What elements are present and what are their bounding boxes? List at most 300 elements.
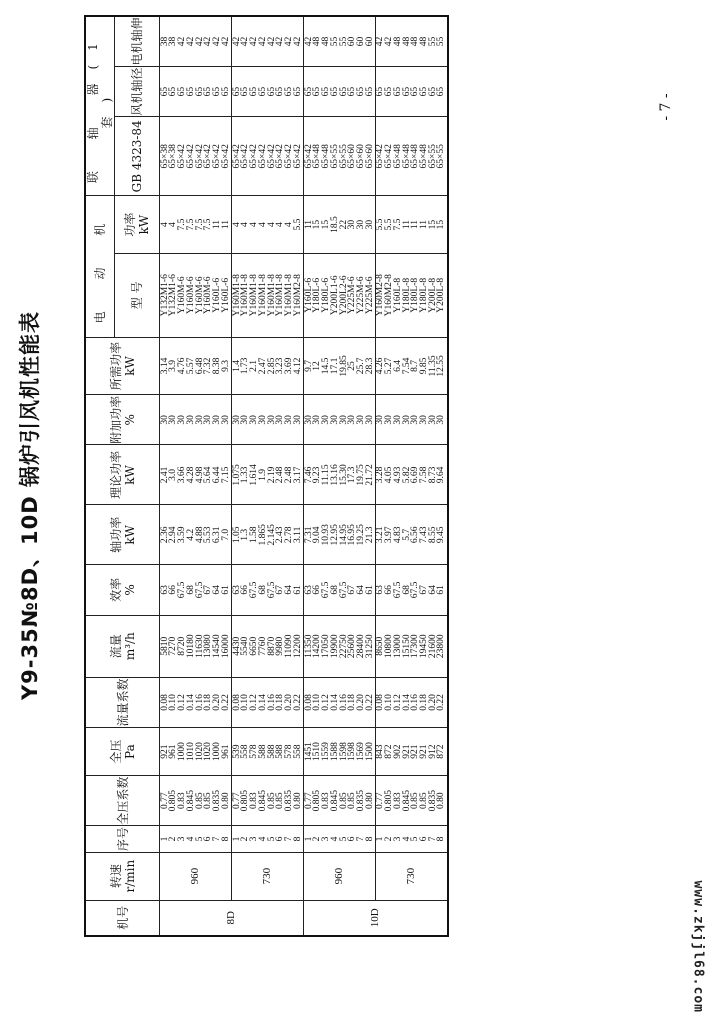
performance-table: [84, 15, 449, 937]
watermark-url: www.zkjjl68.com: [690, 880, 705, 1013]
cell-value: 0.83: [321, 792, 332, 809]
cell-quanya-xishu: [160, 776, 232, 826]
cell-value: 38: [168, 36, 179, 47]
cell-value: 30: [347, 219, 358, 230]
cell-value: 42: [177, 36, 188, 47]
col-zhougonglv: 轴功率 kW: [85, 505, 160, 565]
cell-value: 65×55: [436, 144, 447, 169]
cell-value: 558: [292, 744, 303, 759]
cell-value: Y180L-8: [418, 277, 429, 313]
cell-value: 65×42: [220, 144, 231, 169]
cell-value: 2.19: [266, 466, 277, 484]
cell-value: 7.58: [418, 466, 429, 484]
cell-value: 12200: [292, 634, 303, 659]
cell-value: 65: [185, 86, 196, 97]
cell-xiaolv: [304, 565, 376, 615]
cell-value: 48: [418, 36, 429, 47]
cell-value: 0.08: [303, 694, 314, 711]
cell-value: 0.20: [211, 694, 222, 711]
cell-value: 0.835: [283, 790, 294, 812]
cell-value: 67: [275, 585, 286, 595]
cell-value: 55: [329, 36, 340, 47]
cell-value: 3.59: [177, 526, 188, 544]
cell-value: 1451: [303, 742, 314, 762]
page-number: - 7 -: [658, 93, 674, 121]
cell-value: 55: [338, 36, 349, 47]
cell-value: 0.83: [249, 792, 260, 809]
cell-value: 63: [231, 585, 242, 595]
cell-value: 4.98: [194, 466, 205, 484]
cell-value: 1.3: [240, 528, 251, 541]
cell-value: 3: [177, 836, 188, 842]
cell-value: 6.4: [392, 360, 403, 372]
cell-value: 3.14: [159, 357, 170, 375]
cell-gb: [160, 117, 232, 196]
cell-value: 0.845: [257, 790, 268, 812]
cell-value: 55: [436, 36, 447, 47]
cell-value: 19.25: [355, 524, 366, 546]
cell-value: 0.10: [384, 694, 395, 711]
cell-value: 0.85: [194, 792, 205, 809]
cell-value: 61: [364, 585, 375, 595]
cell-value: 22750: [338, 634, 349, 659]
cell-value: 0.85: [410, 792, 421, 809]
cell-value: 0.77: [303, 792, 314, 809]
cell-value: 4: [275, 222, 286, 227]
cell-value: 4.05: [384, 466, 395, 484]
cell-fengji-zhoujing: [376, 67, 448, 117]
cell-value: 3.23: [275, 357, 286, 375]
cell-value: 2.41: [159, 466, 170, 484]
cell-value: 65×48: [312, 144, 323, 169]
cell-gb: [232, 117, 304, 196]
cell-value: 4: [249, 222, 260, 227]
cell-value: 15: [321, 219, 332, 230]
cell-value: 7: [211, 836, 222, 842]
cell-value: 65×42: [257, 144, 268, 169]
cell-value: 65×55: [338, 144, 349, 169]
cell-value: Y160M-6: [194, 276, 205, 315]
cell-value: 5.7: [401, 528, 412, 541]
cell-value: 2: [384, 836, 395, 842]
cell-value: 4: [240, 222, 251, 227]
cell-value: 28.3: [364, 357, 375, 375]
cell-value: 42: [292, 36, 303, 47]
cell-value: 1020: [203, 742, 214, 762]
cell-value: 13.16: [329, 464, 340, 486]
cell-value: 7.31: [303, 526, 314, 544]
cell-value: 8: [436, 836, 447, 842]
cell-value: 28400: [355, 634, 366, 659]
cell-value: Y180L-8: [401, 277, 412, 313]
cell-value: 25: [347, 361, 358, 371]
cell-value: 65: [401, 86, 412, 97]
cell-value: 0.77: [231, 792, 242, 809]
cell-value: 0.20: [427, 694, 438, 711]
col-fujia: 附加功率 %: [85, 395, 160, 445]
cell-value: 1598: [338, 742, 349, 762]
cell-value: 63: [303, 585, 314, 595]
cell-value: 10.93: [321, 524, 332, 546]
cell-xuhao: [376, 826, 448, 852]
cell-value: 65: [240, 86, 251, 97]
cell-value: 30: [384, 415, 395, 425]
cell-value: 65: [338, 86, 349, 97]
cell-value: 0.80: [220, 792, 231, 809]
cell-value: 67.5: [249, 581, 260, 599]
cell-value: 0.805: [168, 790, 179, 812]
cell-value: 1559: [321, 742, 332, 762]
cell-value: 4.83: [392, 526, 403, 544]
cell-zhuansu: 960: [304, 852, 376, 900]
cell-value: Y180L-8: [410, 277, 421, 313]
cell-value: 2.36: [159, 526, 170, 544]
table-row: [304, 16, 376, 936]
cell-value: 578: [249, 744, 260, 759]
cell-value: 1.614: [249, 464, 260, 486]
cell-value: 30: [220, 415, 231, 425]
cell-value: 68: [257, 585, 268, 595]
col-xiaolv: 效率 %: [85, 565, 160, 615]
cell-value: 588: [266, 744, 277, 759]
cell-value: 67.5: [338, 581, 349, 599]
cell-value: 872: [384, 744, 395, 759]
cell-lilun: [376, 445, 448, 505]
cell-value: 18.5: [329, 216, 340, 233]
cell-value: 8: [292, 836, 303, 842]
cell-value: 3.66: [177, 466, 188, 484]
cell-value: 0.12: [321, 694, 332, 711]
cell-value: 1: [303, 836, 314, 842]
cell-value: 8: [220, 836, 231, 842]
cell-jihao: 8D: [160, 900, 304, 936]
cell-value: 42: [257, 36, 268, 47]
cell-value: 67.5: [177, 581, 188, 599]
cell-value: 65×48: [392, 144, 403, 169]
cell-value: 10800: [384, 634, 395, 659]
cell-value: 0.08: [159, 694, 170, 711]
cell-value: 42: [283, 36, 294, 47]
cell-value: 0.10: [240, 694, 251, 711]
cell-value: 15: [436, 219, 447, 230]
cell-value: 42: [203, 36, 214, 47]
cell-value: 7: [427, 836, 438, 842]
cell-gonglv: [376, 196, 448, 254]
cell-value: 2: [312, 836, 323, 842]
cell-value: 2.94: [168, 526, 179, 544]
cell-value: 11350: [303, 634, 314, 658]
cell-value: 21.3: [364, 526, 375, 544]
cell-value: 0.14: [257, 694, 268, 711]
cell-value: 2.78: [283, 526, 294, 544]
col-gb: GB 4323-84: [115, 117, 160, 196]
cell-value: 6650: [249, 636, 260, 656]
cell-value: Y200L-8: [436, 277, 447, 313]
cell-zhougonglv: [160, 505, 232, 565]
cell-value: 65: [355, 86, 366, 97]
cell-lilun: [160, 445, 232, 505]
cell-value: 67.5: [410, 581, 421, 599]
cell-value: 5.57: [185, 357, 196, 375]
cell-value: 30: [266, 415, 277, 425]
cell-value: 5: [194, 836, 205, 842]
cell-value: 8.38: [211, 357, 222, 375]
cell-value: Y160M-6: [185, 276, 196, 315]
cell-value: 42: [231, 36, 242, 47]
cell-value: Y160M1-8: [275, 274, 286, 317]
col-dianji-zhoushen: 电机轴伸: [115, 16, 160, 67]
cell-value: 65×42: [211, 144, 222, 169]
cell-xiaolv: [232, 565, 304, 615]
table-row: [376, 16, 448, 936]
cell-value: 30: [231, 415, 242, 425]
cell-value: 30: [364, 219, 375, 230]
cell-value: 6: [203, 836, 214, 842]
cell-value: 0.85: [266, 792, 277, 809]
cell-value: 3.28: [375, 466, 386, 484]
cell-value: 6.56: [410, 526, 421, 544]
col-xinghao: 型 号: [115, 253, 160, 337]
cell-value: 3: [321, 836, 332, 842]
cell-value: 65: [159, 86, 170, 97]
cell-value: 3.97: [384, 526, 395, 544]
cell-value: 48: [392, 36, 403, 47]
cell-value: 65: [321, 86, 332, 97]
cell-value: 6.31: [211, 526, 222, 544]
cell-xuhao: [160, 826, 232, 852]
table-body: [160, 16, 448, 936]
cell-suoxu: [304, 337, 376, 394]
cell-value: 48: [410, 36, 421, 47]
cell-value: 0.835: [211, 790, 222, 812]
cell-value: 4: [329, 836, 340, 842]
cell-suoxu: [232, 337, 304, 394]
cell-value: 1.865: [257, 524, 268, 546]
cell-value: 42: [185, 36, 196, 47]
cell-value: 61: [292, 585, 303, 595]
cell-value: 30: [249, 415, 260, 425]
cell-value: 3.69: [283, 357, 294, 375]
cell-value: 5.27: [384, 357, 395, 375]
cell-value: 30: [410, 415, 421, 425]
cell-value: 4.2: [185, 528, 196, 541]
cell-value: 0.77: [375, 792, 386, 809]
cell-value: 15: [312, 219, 323, 230]
cell-value: 921: [410, 744, 421, 759]
cell-value: 0.85: [338, 792, 349, 809]
cell-dianji-zhoushen: [160, 16, 232, 67]
cell-value: 9980: [275, 636, 286, 656]
col-gonglv: 功率 kW: [115, 196, 160, 254]
cell-value: 3.11: [292, 526, 303, 543]
cell-xinghao: [376, 253, 448, 337]
cell-value: Y160M-6: [203, 276, 214, 315]
cell-value: 3.21: [375, 526, 386, 544]
col-fengji-zhoujing: 风机轴径: [115, 67, 160, 117]
cell-value: 0.22: [364, 694, 375, 711]
cell-xinghao: [232, 253, 304, 337]
cell-quanya-xishu: [376, 776, 448, 826]
cell-value: 0.12: [177, 694, 188, 711]
cell-value: Y225M-6: [364, 276, 375, 315]
table-row: [160, 16, 232, 936]
cell-value: 11630: [194, 634, 205, 658]
cell-value: 30: [194, 415, 205, 425]
cell-value: 11.35: [427, 355, 438, 377]
cell-value: Y200L2-6: [338, 275, 349, 316]
cell-value: 588: [275, 744, 286, 759]
cell-value: 67: [203, 585, 214, 595]
cell-value: 55: [427, 36, 438, 47]
cell-value: 1.9: [257, 468, 268, 481]
cell-value: 0.80: [436, 792, 447, 809]
cell-value: 0.83: [392, 792, 403, 809]
cell-value: 65: [231, 86, 242, 97]
cell-value: 0.77: [159, 792, 170, 809]
cell-value: 6: [275, 836, 286, 842]
cell-value: 17.1: [329, 357, 340, 375]
cell-value: 2.43: [275, 526, 286, 544]
cell-value: 64: [283, 585, 294, 595]
cell-value: 0.845: [401, 790, 412, 812]
cell-value: 9.04: [312, 526, 323, 544]
cell-value: 30: [292, 415, 303, 425]
cell-value: 0.10: [168, 694, 179, 711]
cell-gonglv: [304, 196, 376, 254]
cell-value: 1.05: [231, 526, 242, 544]
cell-value: 65: [364, 86, 375, 97]
cell-value: 23800: [436, 634, 447, 659]
cell-value: Y160M1-8: [249, 274, 260, 317]
col-zhuansu: 转速 r/min: [85, 852, 160, 900]
cell-value: 63: [159, 585, 170, 595]
cell-value: 0.85: [203, 792, 214, 809]
cell-value: 30: [303, 415, 314, 425]
cell-value: 61: [220, 585, 231, 595]
cell-quanya: [376, 728, 448, 776]
cell-value: 0.16: [338, 694, 349, 711]
cell-value: 42: [384, 36, 395, 47]
cell-value: 8650: [375, 636, 386, 656]
cell-value: 1010: [185, 742, 196, 762]
cell-value: 0.16: [410, 694, 421, 711]
cell-value: 65×38: [159, 144, 170, 169]
cell-value: 16000: [220, 634, 231, 659]
cell-value: 65×48: [418, 144, 429, 169]
cell-value: 19.85: [338, 355, 349, 377]
cell-value: 64: [355, 585, 366, 595]
cell-value: 8870: [266, 636, 277, 656]
cell-value: 7: [355, 836, 366, 842]
cell-value: 0.22: [292, 694, 303, 711]
cell-value: Y160L-6: [220, 277, 231, 313]
cell-value: Y160M2-8: [375, 274, 386, 317]
cell-liuliang-xishu: [376, 677, 448, 727]
cell-gb: [376, 117, 448, 196]
cell-value: 48: [401, 36, 412, 47]
cell-value: 65: [329, 86, 340, 97]
cell-value: 1000: [211, 742, 222, 762]
cell-value: 30: [203, 415, 214, 425]
cell-value: 7.15: [220, 466, 231, 484]
cell-value: 2.85: [266, 357, 277, 375]
cell-fujia: [304, 395, 376, 445]
cell-value: 66: [240, 585, 251, 595]
cell-value: 5810: [159, 636, 170, 656]
cell-value: 1569: [355, 742, 366, 762]
cell-value: 2.48: [275, 466, 286, 484]
cell-value: 15150: [401, 634, 412, 659]
cell-value: 65×42: [384, 144, 395, 169]
cell-value: 5.64: [203, 466, 214, 484]
cell-value: Y200L-8: [427, 277, 438, 313]
cell-value: 30: [338, 415, 349, 425]
cell-zhuansu: 730: [376, 852, 448, 900]
cell-value: Y160M2-8: [384, 274, 395, 317]
cell-gonglv: [160, 196, 232, 254]
cell-value: 10180: [185, 634, 196, 659]
cell-value: 4: [266, 222, 277, 227]
cell-value: 6: [418, 836, 429, 842]
cell-value: 7.54: [401, 357, 412, 375]
cell-value: 6: [347, 836, 358, 842]
cell-value: 3: [249, 836, 260, 842]
cell-value: 42: [266, 36, 277, 47]
cell-value: 1: [231, 836, 242, 842]
cell-value: 30: [275, 415, 286, 425]
cell-value: 0.845: [329, 790, 340, 812]
cell-value: 42: [220, 36, 231, 47]
cell-value: 60: [355, 36, 366, 47]
cell-value: 66: [312, 585, 323, 595]
cell-value: 8: [364, 836, 375, 842]
cell-value: 9.45: [436, 526, 447, 544]
cell-value: 0.12: [392, 694, 403, 711]
cell-value: 1: [159, 836, 170, 842]
cell-value: 65: [211, 86, 222, 97]
cell-value: 30: [159, 415, 170, 425]
cell-value: 30: [355, 219, 366, 230]
cell-value: 5.53: [203, 526, 214, 544]
cell-value: 65: [418, 86, 429, 97]
cell-value: 65×42: [375, 144, 386, 169]
cell-value: 11: [211, 220, 222, 230]
cell-value: 7270: [168, 636, 179, 656]
cell-value: 11: [401, 220, 412, 230]
cell-value: 65: [220, 86, 231, 97]
cell-value: 14200: [312, 634, 323, 659]
cell-value: 65: [275, 86, 286, 97]
col-quanya: 全压 Pa: [85, 728, 160, 776]
cell-value: 6.48: [194, 357, 205, 375]
cell-value: 0.85: [418, 792, 429, 809]
cell-value: 0.805: [312, 790, 323, 812]
cell-quanya: [160, 728, 232, 776]
cell-value: 921: [418, 744, 429, 759]
cell-value: 961: [220, 744, 231, 759]
cell-value: 65×42: [231, 144, 242, 169]
cell-value: 11: [220, 220, 231, 230]
cell-value: 65×55: [427, 144, 438, 169]
cell-value: 1.58: [249, 526, 260, 544]
cell-value: 48: [312, 36, 323, 47]
cell-value: Y160M-6: [177, 276, 188, 315]
cell-value: 921: [401, 744, 412, 759]
cell-value: 0.16: [266, 694, 277, 711]
cell-value: 961: [168, 744, 179, 759]
cell-value: 4.28: [185, 466, 196, 484]
cell-value: 1.73: [240, 357, 251, 375]
